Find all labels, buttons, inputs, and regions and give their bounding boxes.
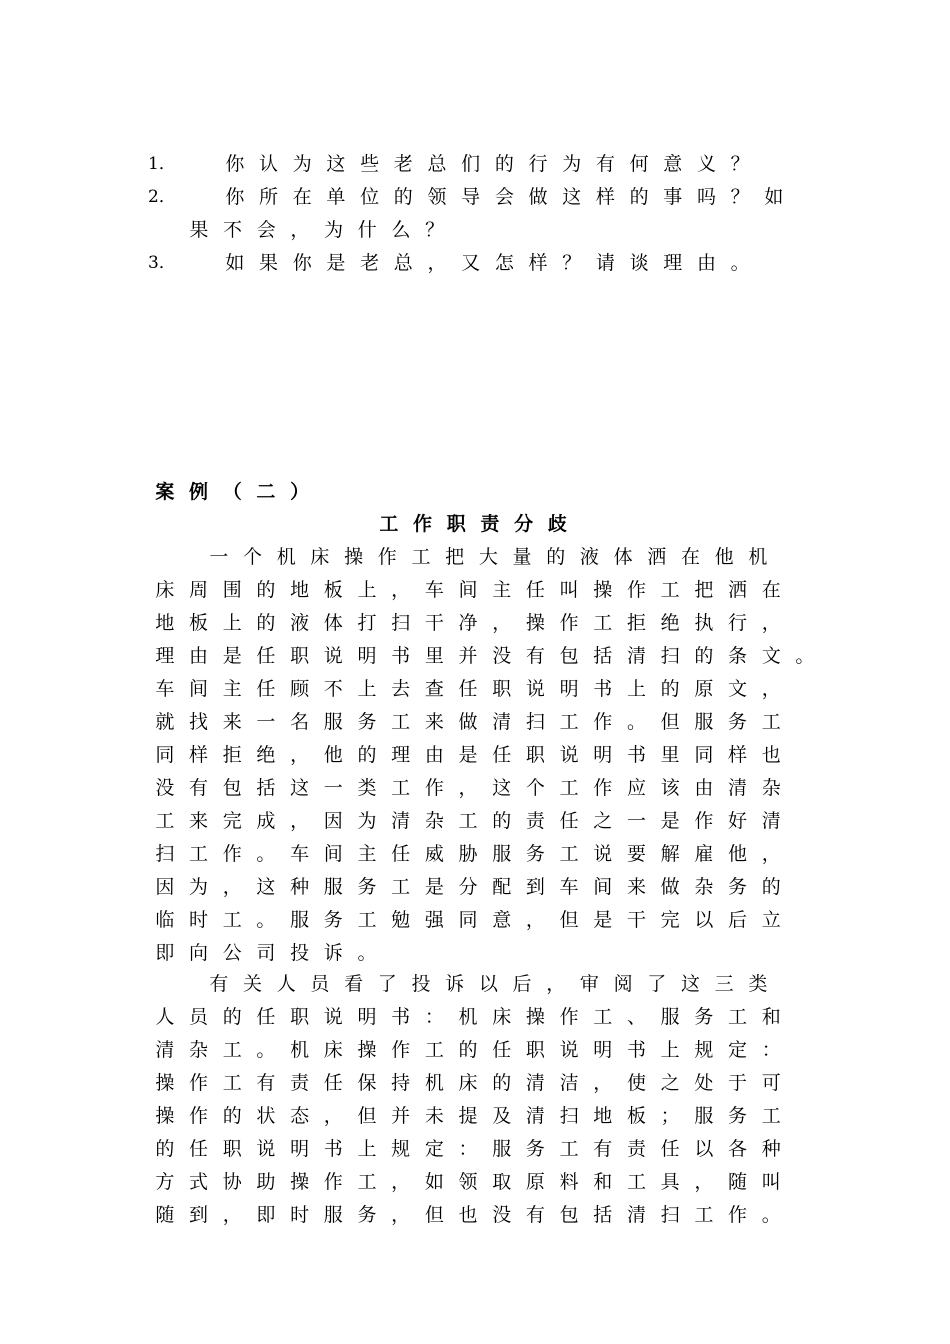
paragraph-line: 扫 工 作 。 车 间 主 任 威 胁 服 务 工 说 要 解 雇 他 ， [155, 843, 781, 865]
paragraph-line: 方 式 协 助 操 作 工 ， 如 领 取 原 料 和 工 具 ， 随 叫 [155, 1171, 781, 1193]
question-number: 1． [148, 154, 176, 174]
case-heading: 案 例 （ 二 ） [155, 481, 310, 503]
question-number: 2． [148, 187, 176, 207]
paragraph-line: 车 间 主 任 顾 不 上 去 查 任 职 说 明 书 上 的 原 文 ， [155, 678, 781, 700]
paragraph-line: 因 为 ， 这 种 服 务 工 是 分 配 到 车 间 来 做 杂 务 的 [155, 876, 781, 898]
paragraph-line: 就 找 来 一 名 服 务 工 来 做 清 扫 工 作 。 但 服 务 工 [155, 711, 781, 733]
question-text: 你 所 在 单 位 的 领 导 会 做 这 样 的 事 吗 ？ 如 [225, 186, 784, 208]
paragraph-line: 一 个 机 床 操 作 工 把 大 量 的 液 体 洒 在 他 机 [209, 546, 768, 568]
paragraph-line: 临 时 工 。 服 务 工 勉 强 同 意 ， 但 是 干 完 以 后 立 [155, 909, 781, 931]
paragraph-line: 同 样 拒 绝 ， 他 的 理 由 是 任 职 说 明 书 里 同 样 也 [155, 744, 781, 766]
question-number: 3． [148, 253, 176, 273]
question-text: 你 认 为 这 些 老 总 们 的 行 为 有 何 意 义 ？ [225, 153, 750, 175]
paragraph-line: 随 到 ， 即 时 服 务 ， 但 也 没 有 包 括 清 扫 工 作 。 [155, 1204, 781, 1226]
paragraph-line: 操 作 工 有 责 任 保 持 机 床 的 清 洁 ， 使 之 处 于 可 [155, 1072, 781, 1094]
case-title: 工 作 职 责 分 歧 [379, 513, 567, 535]
paragraph-line: 的 任 职 说 明 书 上 规 定 ： 服 务 工 有 责 任 以 各 种 [155, 1138, 781, 1160]
question-text: 果 不 会 ， 为 什 么 ？ [189, 219, 445, 241]
paragraph-line: 操 作 的 状 态 ， 但 并 未 提 及 清 扫 地 板 ； 服 务 工 [155, 1105, 781, 1127]
paragraph-line: 理 由 是 任 职 说 明 书 里 并 没 有 包 括 清 扫 的 条 文 。 [155, 645, 815, 667]
paragraph-line: 人 员 的 任 职 说 明 书 ： 机 床 操 作 工 、 服 务 工 和 [155, 1006, 781, 1028]
paragraph-line: 清 杂 工 。 机 床 操 作 工 的 任 职 说 明 书 上 规 定 ： [155, 1039, 781, 1061]
paragraph-line: 工 来 完 成 ， 因 为 清 杂 工 的 责 任 之 一 是 作 好 清 [155, 810, 781, 832]
question-text: 如 果 你 是 老 总 ， 又 怎 样 ？ 请 谈 理 由 。 [225, 252, 750, 274]
paragraph-line: 没 有 包 括 这 一 类 工 作 ， 这 个 工 作 应 该 由 清 杂 [155, 777, 781, 799]
paragraph-line: 床 周 围 的 地 板 上 ， 车 间 主 任 叫 操 作 工 把 洒 在 [155, 579, 781, 601]
paragraph-line: 地 板 上 的 液 体 打 扫 干 净 ， 操 作 工 拒 绝 执 行 ， [155, 612, 781, 634]
paragraph-line: 即 向 公 司 投 诉 。 [155, 942, 377, 964]
paragraph-line: 有 关 人 员 看 了 投 诉 以 后 ， 审 阅 了 这 三 类 [209, 973, 768, 995]
